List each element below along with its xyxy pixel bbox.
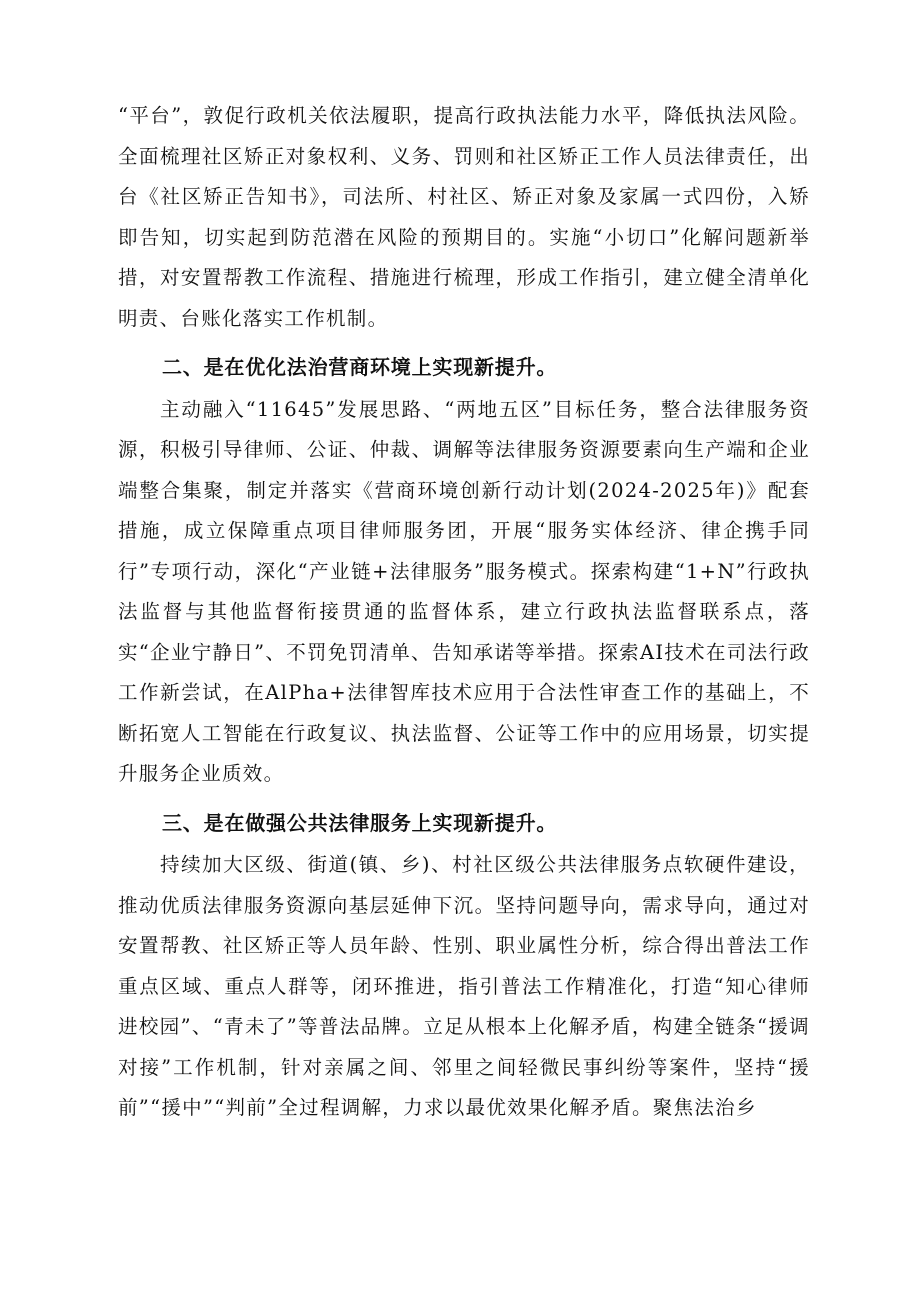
section-2-heading: 二、是在优化法治营商环境上实现新提升。 (162, 355, 558, 379)
section-3-heading: 三、是在做强公共法律服务上实现新提升。 (162, 810, 558, 835)
section-2-paragraph: 主动融入“11645”发展思路、“两地五区”目标任务，整合法律服务资源，积极引导律师、公证、仲裁、调解等法律服务资源要素向生产端和企业端整合集聚，制定并落实《营商环境创新行动计划(2024-2025年)》配套措施，成立保障重点项目律师服务团，开展“服务实体经济、律企携手同行”专项行动，深化“产业链+法律服务”服务模式。探索构建“1+N”行政执法监督与其他监督衔接贯通的监督体系，建立行政执法监督联系点，落实“企业宁静日”、不罚免罚清单、告知承诺等举措。探索AI技术在司法行政工作新尝试，在AlPha+法律智库技术应用于合法性审查工作的基础上，不断拓宽人工智能在行政复议、执法监督、公证等工作中的应用场景，切实提升服务企业质效。 (118, 397, 810, 785)
section-3-paragraph: 持续加大区级、街道(镇、乡)、村社区级公共法律服务点软硬件建设，推动优质法律服务资源向基层延伸下沉。坚持问题导向，需求导向，通过对安置帮教、社区矫正等人员年龄、性别、职业属性分析，综合得出普法工作重点区域、重点人群等，闭环推进，指引普法工作精准化，打造“知心律师进校园”、“青未了”等普法品牌。立足从根本上化解矛盾，构建全链条“援调对接”工作机制，针对亲属之间、邻里之间轻微民事纠纷等案件，坚持“援前”“援中”“判前”全过程调解，力求以最优效果化解矛盾。聚焦法治乡 (118, 853, 810, 1119)
intro-paragraph: “平台”，敦促行政机关依法履职，提高行政执法能力水平，降低执法风险。全面梳理社区矫正对象权利、义务、罚则和社区矫正工作人员法律责任，出台《社区矫正告知书》，司法所、村社区、矫正对象及家属一式四份，入矫即告知，切实起到防范潜在风险的预期目的。实施“小切口”化解问题新举措，对安置帮教工作流程、措施进行梳理，形成工作指引，建立健全清单化明责、台账化落实工作机制。 (118, 104, 810, 330)
document-body (118, 96, 810, 1129)
